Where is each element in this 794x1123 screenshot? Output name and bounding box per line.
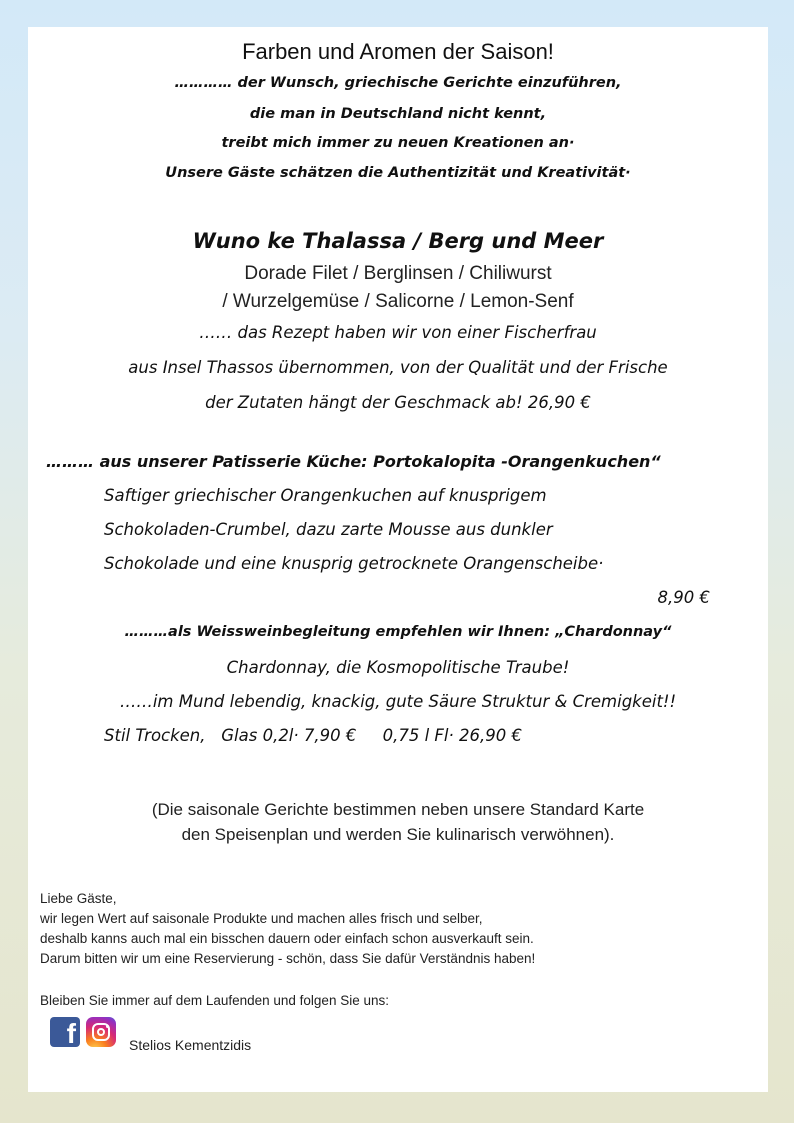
page-title: Farben und Aromen der Saison! <box>242 39 554 64</box>
wine-title: ………als Weissweinbegleitung empfehlen wir Ihnen: „Chardonnay“ <box>124 624 672 640</box>
dessert-price: 8,90 € <box>657 588 710 607</box>
instagram-icon[interactable] <box>86 1017 116 1047</box>
dessert-description: Schokolade und eine knusprig getrocknete Orangenscheibe· <box>104 554 604 573</box>
dessert-description: Saftiger griechischer Orangenkuchen auf knusprigem <box>104 486 547 505</box>
intro-line: die man in Deutschland nicht kennt, <box>249 106 547 122</box>
main-dish-ingredients: / Wurzelgemüse / Salicorne / Lemon-Senf <box>222 291 574 312</box>
menu-card <box>28 27 768 1092</box>
facebook-icon[interactable]: f <box>50 1017 80 1047</box>
main-dish-ingredients: Dorade Filet / Berglinsen / Chiliwurst <box>244 263 552 284</box>
greeting-line: deshalb kanns auch mal ein bisschen dauern oder einfach schon ausverkauft sein. <box>40 931 534 946</box>
main-dish-description: …… das Rezept haben wir von einer Fischerfrau <box>199 323 597 342</box>
dessert-title: ……… aus unserer Patisserie Küche: Portokalopita -Orangenkuchen“ <box>46 452 661 471</box>
main-dish-price-line: der Zutaten hängt der Geschmack ab! 26,90 € <box>205 393 591 412</box>
seasonal-note: (Die saisonale Gerichte bestimmen neben unsere Standard Karte <box>151 800 645 819</box>
intro-line: ………… der Wunsch, griechische Gerichte einzuführen, <box>174 75 622 91</box>
greeting-line: wir legen Wert auf saisonale Produkte und machen alles frisch und selber, <box>40 911 483 926</box>
intro-line: Unsere Gäste schätzen die Authentizität und Kreativität· <box>165 165 631 181</box>
greeting-line: Darum bitten wir um eine Reservierung - schön, dass Sie dafür Verständnis haben! <box>40 951 536 966</box>
main-dish-title: Wuno ke Thalassa / Berg und Meer <box>192 229 604 253</box>
seasonal-note: den Speisenplan und werden Sie kulinarisch verwöhnen). <box>181 825 615 844</box>
wine-pricing: Stil Trocken, Glas 0,2l· 7,90 € 0,75 l Fl· 26,90 € <box>104 726 522 745</box>
greeting-line: Liebe Gäste, <box>40 891 117 906</box>
wine-subtitle: Chardonnay, die Kosmopolitische Traube! <box>226 658 570 677</box>
main-dish-description: aus Insel Thassos übernommen, von der Qualität und der Frische <box>128 358 668 377</box>
dessert-description: Schokoladen-Crumbel, dazu zarte Mousse aus dunkler <box>104 520 553 539</box>
follow-text: Bleiben Sie immer auf dem Laufenden und folgen Sie uns: <box>40 993 389 1008</box>
wine-description: ……im Mund lebendig, knackig, gute Säure Struktur & Cremigkeit!! <box>119 692 677 711</box>
intro-line: treibt mich immer zu neuen Kreationen an· <box>221 135 575 151</box>
owner-name[interactable]: Stelios Kementzidis <box>129 1037 252 1053</box>
